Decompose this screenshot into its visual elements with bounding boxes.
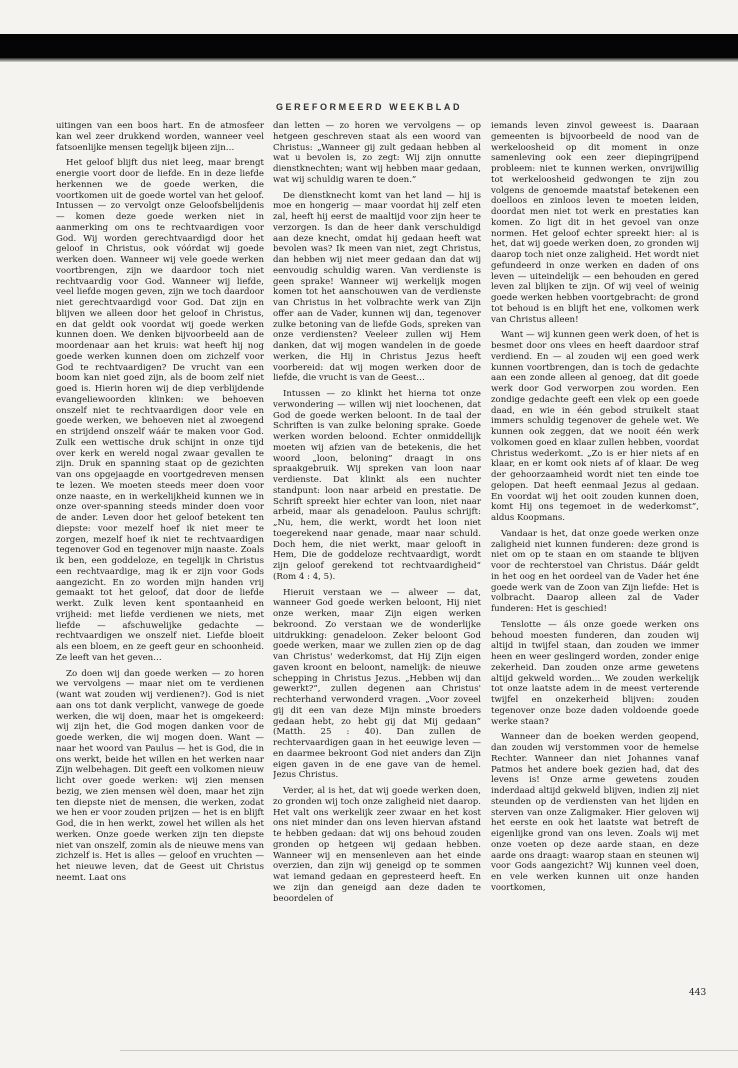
paragraph: Want — wij kunnen geen werk doen, of het is besmet door ons vlees en heeft daardoor straf verdiend. En — al zouden wij een goed werk kunnen voortbrengen, dan is toch de gedachte aan een zonde alleen al genoeg, dat dit goede werk door God verworpen zou worden. Een zondige gedachte geeft een vlek op een goede daad, en wie in één gebod struikelt staat immers schuldig tegenover de gehele wet. We kunnen ook zeggen, dat we nooit één werk volkomen goed en klaar zullen hebben, voordat Christus wederkomt. „Zo is er hier niets af en klaar, en er komt ook niets af of klaar. De weg der gehoorzaamheid wordt niet ten einde toe gelopen. Dat heeft eenmaal Jezus al gedaan. En voordat wij het ooit zouden kunnen doen, komt Hij ons tegemoet in de wederkomst”, aldus Koopmans. (491, 330, 699, 523)
paragraph: Vandaar is het, dat onze goede werken onze zaligheid niet kunnen funderen: deze grond is niet om op te staan en om staande te blijven voor de rechterstoel van Christus. Dáár geldt in het oog en het oordeel van de Vader het éne goede werk van de Zoon van Zijn liefde: Het is volbracht. Daarop alleen zal de Vader funderen: Het is geschied! (491, 528, 699, 614)
paragraph: dan letten — zo horen we vervolgens — op hetgeen geschreven staat als een woord van Christus: „Wanneer gij zult gedaan hebben al wat u bevolen is, zo zegt: Wij zijn onnutte dienstknechten; want wij hebben maar gedaan, wat wij schuldig waren te doen.” (273, 121, 481, 185)
paragraph: Het geloof blijft dus niet leeg, maar brengt energie voort door de liefde. En in deze liefde herkennen we de goede werken, die voortkomen uit de goede wortel van het geloof. Intussen — zo vervolgt onze Geloofsbelijdenis — komen deze goede werken niet in aanmerking om ons te rechtvaardigen voor God. Wij worden gerechtvaardigd door het geloof in Christus, ook vóórdat wij goede werken doen. Wanneer wij vele goede werken voortbrengen, zijn we daardoor toch niet rechtvaardig voor God. Wanneer wij liefde, veel liefde mogen geven, zijn we toch daardoor niet gerechtvaardigd voor God. Dat zijn en blijven we alleen door het geloof in Christus, en dat geldt ook voordat wij goede werken kunnen doen. We denken bijvoorbeeld aan de moordenaar aan het kruis: wat heeft hij nog goede werken kunnen doen om zichzelf voor God te rechtvaardigen? De vrucht van een boom kan niet goed zijn, als de boom zelf niet goed is. Hierin horen wij de diep verblijdende evangeliewoorden klinken: we behoeven onszelf niet te rechtvaardigen door vele en goede werken, we behoeven niet al zwoegend en strijdend onszelf wáár te maken voor God. Zulk een wettische druk schijnt in onze tijd over kerk en wereld nogal zwaar gevallen te zijn. Druk en spanning staat op de gezichten van ons opgejaagde en voortgedreven mensen te lezen. We moeten steeds meer doen voor onze naaste, en in werkelijkheid kunnen we in onze over-spanning steeds minder doen voor de ander. Leven door het geloof betekent ten diepste: voor mezelf hoef ik niet meer te zorgen, mezelf hoef ik niet te rechtvaardigen tegenover God en tegenover mijn naaste. Zoals ik ben, een goddeloze, en tegelijk in Christus een rechtvaardige, mag ik er zijn voor Gods aangezicht. En zo worden mijn handen vrij gemaakt tot het geloof, dat door de liefde werkt. Zulk leven kent spontaanheid en vrijheid: met liefde verdienen we niets, met liefde — afschuwelijke gedachte — rechtvaardigen we onszelf niet. Liefde bloeit als een bloem, en ze geeft geur en schoonheid. Ze leeft van het geven… (56, 158, 264, 663)
paragraph: Hieruit verstaan we — alweer — dat, wanneer God goede werken beloont, Hij niet onze werken, maar Zijn eigen werken bekroond. Zo verstaan we de wonderlijke uitdrukking: genadeloon. Zeker beloont God goede werken, maar we zullen zien op de dag van Christus' wederkomst, dat Hij Zijn eigen gaven kroont en beloont, namelijk: de nieuwe schepping in Christus Jezus. „Hebben wij dan gewerkt?”, zullen degenen aan Christus' rechterhand verwonderd vragen. „Voor zoveel gij dit een van deze Mijn minste broeders gedaan hebt, zo hebt gij dat Mij gedaan” (Matth. 25 : 40). Dan zullen de rechtervaardigen gaan in het eeuwige leven — en daarmee bekroont God niet anders dan Zijn eigen gaven in de ene gave van de hemel. Jezus Christus. (273, 587, 481, 781)
paragraph: iemands leven zinvol geweest is. Daaraan gemeenten is bijvoorbeeld de nood van de werkeloosheid op dit moment in onze samenleving ook een zeer diepingrijpend probleem: niet te kunnen werken, onvrijwillig tot werkeloosheid gedwongen te zijn zou volgens de genoemde maatstaf betekenen een doelloos en zinloos leven te moeten leiden, doordat men niet tot werk en prestaties kan komen. Zo ligt dit in het gevoel van onze normen. Het geloof echter spreekt hier: al is het, dat wij goede werken doen, zo gronden wij daarop toch niet onze zaligheid. Het wordt niet gefundeerd in onze werken en daden of ons leven — uiteindelijk — een behouden en gered leven zal blijken te zijn. Of wij veel of weinig goede werken hebben voortgebracht: de grond tot behoud is en blijft het ene, volkomen werk van Christus alleen! (491, 121, 699, 325)
paragraph: uitingen van een boos hart. En de atmosfeer kan wel zeer drukkend worden, wanneer veel fatsoenlijke mensen tegelijk bijeen zijn… (56, 121, 264, 153)
paragraph: Intussen — zo klinkt het hierna tot onze verwondering — willen wij niet loochenen, dat God de goede werken beloont. In de taal der Schriften is van zulke beloning sprake. Goede werken worden beloond. Echter onmiddellijk moeten wij afzien van de betekenis, die het woord „loon, beloning” draagt in ons spraakgebruik. Wij spreken van loon naar verdienste. Dat klinkt als een nuchter standpunt: loon naar arbeid en prestatie. De Schrift spreekt hier echter van loon, niet naar arbeid, maar als genadeloon. Paulus schrijft: „Nu, hem, die werkt, wordt het loon niet toegerekend naar genade, maar naar schuld. Doch hem, die niet werkt, maar gelooft in Hem, Die de goddeloze rechtvaardigt, wordt zijn geloof gerekend tot rechtvaardigheid” (Rom 4 : 4, 5). (273, 389, 481, 582)
text-column-2 (273, 121, 481, 991)
top-bar-edge (0, 58, 738, 62)
paragraph: Verder, al is het, dat wij goede werken doen, zo gronden wij toch onze zaligheid niet daarop. Het valt ons werkelijk zeer zwaar en het kost ons niet minder dan ons leven hiervan afstand te hebben gedaan: dat wij ons behoud zouden gronden op hetgeen wij gedaan hebben. Wanneer wij en mensenleven aan het einde overzien, dan zijn wij geneigd op te sommen wat iemand gedaan en gepresteerd heeft. En we zijn dan geneigd aan deze daden te beoordelen of (273, 786, 481, 904)
page-number: 443 (689, 988, 707, 998)
paragraph: Zo doen wij dan goede werken — zo horen we vervolgens — maar niet om te verdienen (want wat zouden wij verdienen?). God is niet aan ons tot dank verplicht, vanwege de goede werken, die wij doen, maar het is omgekeerd: wij zijn het, die God mogen danken voor de goede werken, die wij mogen doen. Want — naar het woord van Paulus — het is God, die in ons werkt, beide het willen en het werken naar Zijn welbehagen. Dit geeft een volkomen nieuw licht over goede werken: wij zien mensen bezig, we zien mensen wèl doen, maar het zijn ten diepste niet de mensen, die werken, zodat we hen er voor zouden prijzen — het is en blijft God, die in hen werkt, zowel het willen als het werken. Onze goede werken zijn ten diepste niet van onszelf, zomin als de nieuwe mens van zichzelf is. Het is alles — geloof en vruchten — het nieuwe leven, dat de Geest uit Christus neemt. Laat ons (56, 668, 264, 883)
bottom-scan-line (120, 1050, 738, 1051)
text-column-1 (56, 121, 264, 991)
paragraph: Tenslotte — áls onze goede werken ons behoud moesten funderen, dan zouden wij altijd in twijfel staan, dan zouden we immer heen en weer geslingerd worden, zonder enige zekerheid. Dan zouden onze arme gewetens altijd gekweld worden… We zouden werkelijk tot onze laatste adem in de meest verterende twijfel en onzekerheid blijven: zouden tegenover onze boze daden voldoende goede werke staan? (491, 619, 699, 727)
paragraph: De dienstknecht komt van het land — hij is moe en hongerig — maar voordat hij zelf eten zal, heeft hij eerst de maaltijd voor zijn heer te verzorgen. Is dan de heer dank verschuldigd aan deze knecht, omdat hij gedaan heeft wat bevolen was? Ik meen van niet, zegt Christus, dan hebben wij niet meer gedaan dan dat wij eenvoudig schuldig waren. Van verdienste is geen sprake! Wanneer wij werkelijk mogen komen tot het aanschouwen van de verdienste van Christus in het volbrachte werk van Zijn offer aan de Vader, kunnen wij dan, tegenover zulke betoning van de liefde Gods, spreken van onze verdiensten? Veeleer zullen wij Hem danken, dat wij mogen wandelen in de goede werken, die Hij in Christus Jezus heeft voorbereid: dat wij mogen werken door de liefde, die vrucht is van de Geest… (273, 190, 481, 384)
paragraph: Wanneer dan de boeken werden geopend, dan zouden wij verstommen voor de hemelse Rechter. Wanneer dan niet Johannes vanaf Patmos het andere boek gezien had, dat des levens is! Onze arme gewetens zouden inderdaad altijd gekweld blijven, indien zij niet steunden op de verdiensten van het lijden en sterven van onze Zaligmaker. Hier geloven wij het eerste en ook het laatste wat betreft de eigenlijke grond van ons leven. Zoals wij met onze voeten op deze aarde staan, en deze aarde ons draagt: waarop staan en steunen wij voor Gods aangezicht? Wij kunnen veel doen, en vele werken kunnen uit onze handen voortkomen, (491, 732, 699, 893)
running-title: GEREFORMEERD WEEKBLAD (275, 102, 463, 112)
top-black-bar (0, 34, 738, 60)
text-column-3 (491, 121, 699, 991)
